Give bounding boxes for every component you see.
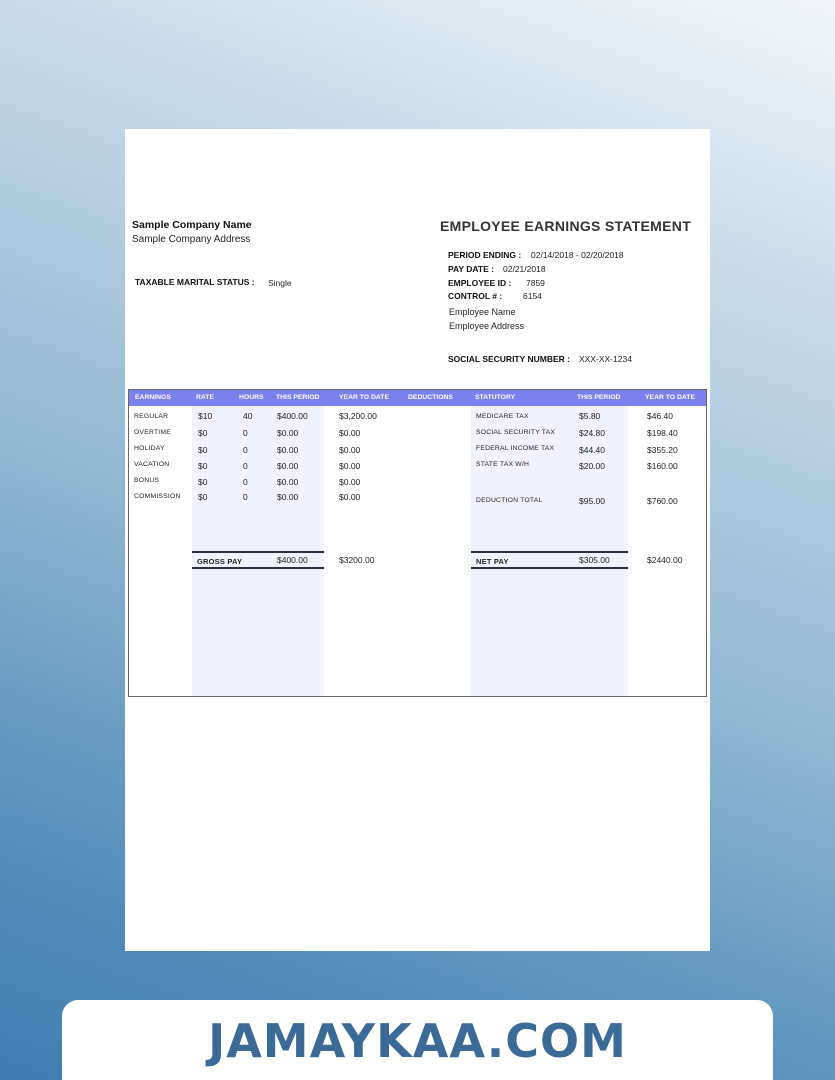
earning-label: COMMISSION	[134, 493, 181, 500]
earning-this-period: $0.00	[277, 461, 299, 471]
statutory-this-period: $20.00	[579, 461, 605, 471]
earning-rate: $10	[198, 411, 213, 421]
pay-date-value: 02/21/2018	[503, 264, 546, 274]
statutory-year-to-date: $198.40	[647, 428, 678, 438]
deduction-total-label: DEDUCTION TOTAL	[476, 497, 543, 504]
gross-pay-top-rule	[192, 551, 324, 553]
ssn-label: SOCIAL SECURITY NUMBER :	[448, 354, 571, 364]
period-ending-label: PERIOD ENDING :	[448, 250, 522, 260]
earning-hours: 0	[243, 428, 248, 438]
net-pay-label: NET PAY	[476, 557, 509, 566]
statutory-label: SOCIAL SECURITY TAX	[476, 429, 556, 436]
gross-pay-this-period: $400.00	[277, 555, 308, 565]
table-header	[129, 390, 706, 406]
company-address: Sample Company Address	[132, 234, 251, 245]
header-earnings: EARNINGS	[135, 394, 171, 401]
earning-rate: $0	[198, 477, 208, 487]
earning-rate: $0	[198, 445, 208, 455]
earning-label: BONUS	[134, 477, 160, 484]
statutory-this-period: $5.80	[579, 411, 601, 421]
gross-pay-year-to-date: $3200.00	[339, 555, 375, 565]
marital-status-label: TAXABLE MARITAL STATUS :	[135, 277, 255, 287]
earning-year-to-date: $0.00	[339, 477, 361, 487]
deduction-total-year-to-date: $760.00	[647, 496, 678, 506]
earning-year-to-date: $0.00	[339, 492, 361, 502]
document-title: EMPLOYEE EARNINGS STATEMENT	[440, 218, 692, 234]
earning-this-period: $0.00	[277, 492, 299, 502]
header-statutory-year-to-date: YEAR TO DATE	[645, 394, 695, 401]
pay-stub-document	[125, 129, 710, 951]
gross-pay-label: GROSS PAY	[197, 557, 243, 566]
earning-label: OVERTIME	[134, 429, 171, 436]
header-this-period: THIS PERIOD	[276, 394, 320, 401]
statutory-label: MEDICARE TAX	[476, 413, 529, 420]
deduction-total-this-period: $95.00	[579, 496, 605, 506]
header-rate: RATE	[196, 394, 214, 401]
statutory-this-period: $44.40	[579, 445, 605, 455]
statutory-year-to-date: $355.20	[647, 445, 678, 455]
marital-status-value: Single	[268, 278, 292, 288]
header-statutory-this-period: THIS PERIOD	[577, 394, 621, 401]
header-statutory: STATUTORY	[475, 394, 516, 401]
control-number-label: CONTROL # :	[448, 291, 503, 301]
earning-label: HOLIDAY	[134, 445, 165, 452]
gross-pay-bottom-rule	[192, 567, 324, 569]
earning-rate: $0	[198, 461, 208, 471]
earnings-table	[128, 389, 707, 697]
employee-address: Employee Address	[449, 321, 525, 331]
earning-year-to-date: $3,200.00	[339, 411, 377, 421]
earning-this-period: $400.00	[277, 411, 308, 421]
statutory-this-period: $24.80	[579, 428, 605, 438]
earning-year-to-date: $0.00	[339, 461, 361, 471]
statutory-label: STATE TAX W/H	[476, 461, 530, 468]
earning-hours: 0	[243, 477, 248, 487]
statutory-label: FEDERAL INCOME TAX	[476, 445, 555, 452]
earning-year-to-date: $0.00	[339, 428, 361, 438]
earning-label: VACATION	[134, 461, 170, 468]
earning-label: REGULAR	[134, 413, 169, 420]
net-pay-year-to-date: $2440.00	[647, 555, 683, 565]
earning-hours: 0	[243, 461, 248, 471]
control-number-value: 6154	[523, 291, 542, 301]
header-deductions: DEDUCTIONS	[408, 394, 453, 401]
earning-hours: 40	[243, 411, 253, 421]
watermark-banner	[62, 1000, 773, 1080]
net-pay-this-period: $305.00	[579, 555, 610, 565]
header-year-to-date: YEAR TO DATE	[339, 394, 389, 401]
net-pay-bottom-rule	[471, 567, 628, 569]
employee-id-value: 7859	[526, 278, 545, 288]
earning-rate: $0	[198, 428, 208, 438]
earning-this-period: $0.00	[277, 477, 299, 487]
header-hours: HOURS	[239, 394, 264, 401]
earning-rate: $0	[198, 492, 208, 502]
net-pay-top-rule	[471, 551, 628, 553]
statutory-year-to-date: $160.00	[647, 461, 678, 471]
earning-hours: 0	[243, 492, 248, 502]
earning-year-to-date: $0.00	[339, 445, 361, 455]
watermark-text: JAMAYKAA.COM	[208, 1014, 627, 1068]
employee-name: Employee Name	[449, 307, 516, 317]
employee-id-label: EMPLOYEE ID :	[448, 278, 512, 288]
company-name: Sample Company Name	[132, 219, 252, 231]
statutory-year-to-date: $46.40	[647, 411, 673, 421]
earning-this-period: $0.00	[277, 428, 299, 438]
ssn-value: XXX-XX-1234	[579, 354, 632, 364]
earning-hours: 0	[243, 445, 248, 455]
pay-date-label: PAY DATE :	[448, 264, 494, 274]
period-ending-value: 02/14/2018 - 02/20/2018	[531, 250, 624, 260]
earning-this-period: $0.00	[277, 445, 299, 455]
